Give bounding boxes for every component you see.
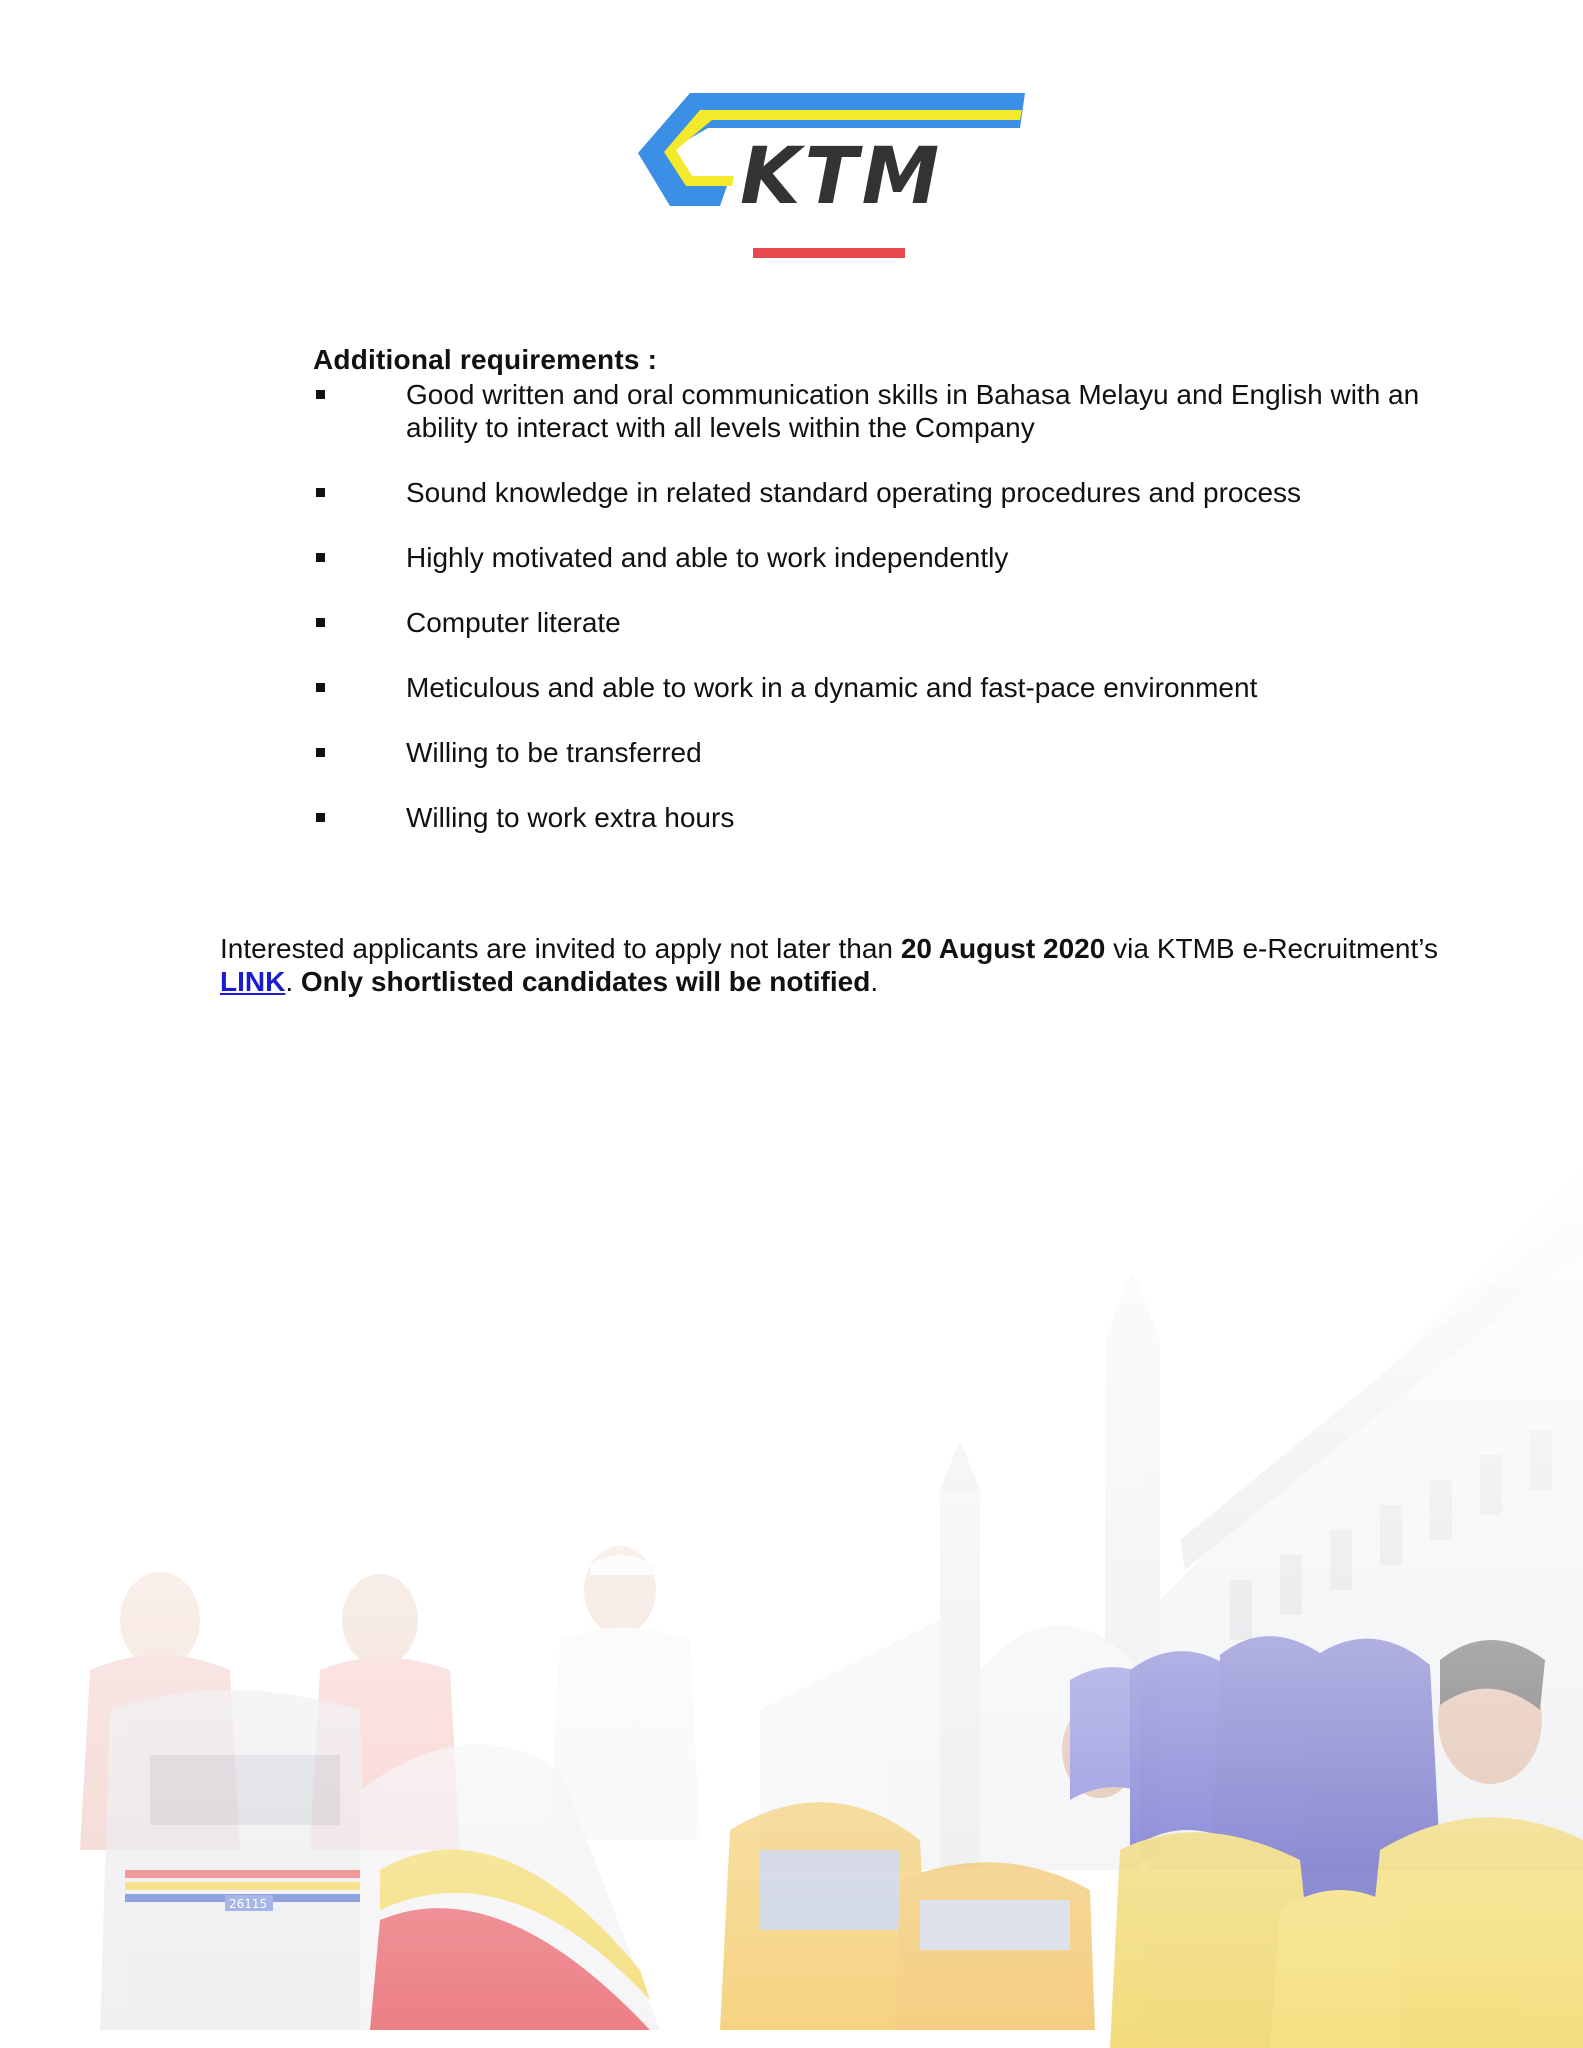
- bullet-icon: [316, 390, 325, 399]
- footer-photo-collage: [0, 1150, 1583, 2048]
- deadline-date: 20 August 2020: [900, 933, 1106, 964]
- bullet-icon: [316, 748, 325, 757]
- list-item: Willing to be transferred: [313, 736, 1443, 769]
- requirements-list: [313, 378, 1443, 866]
- list-item: Computer literate: [313, 606, 1443, 639]
- logo-text: KTM: [740, 132, 944, 222]
- ktm-logo: [630, 88, 1030, 268]
- application-paragraph: Interested applicants are invited to apply not later than 20 August 2020 via KTMB e-Recruitment’s LINK. Only shortlisted candidates will be notified.: [220, 933, 1438, 997]
- collage-fade-overlay: [0, 1150, 1583, 2048]
- list-item: Willing to work extra hours: [313, 801, 1443, 834]
- e-recruitment-link[interactable]: LINK: [220, 966, 286, 997]
- bullet-icon: [316, 618, 325, 627]
- list-item: Good written and oral communication skills in Bahasa Melayu and English with an ability to interact with all levels within the Company: [313, 378, 1443, 444]
- logo-red-bar: [753, 248, 905, 258]
- list-item: Meticulous and able to work in a dynamic and fast-pace environment: [313, 671, 1443, 704]
- bullet-icon: [316, 553, 325, 562]
- bullet-icon: [316, 813, 325, 822]
- bullet-icon: [316, 683, 325, 692]
- requirements-title: Additional requirements :: [313, 344, 658, 375]
- list-item: Sound knowledge in related standard operating procedures and process: [313, 476, 1443, 509]
- bullet-icon: [316, 488, 325, 497]
- shortlist-notice: Only shortlisted candidates will be notified: [300, 966, 871, 997]
- list-item: Highly motivated and able to work independently: [313, 541, 1443, 574]
